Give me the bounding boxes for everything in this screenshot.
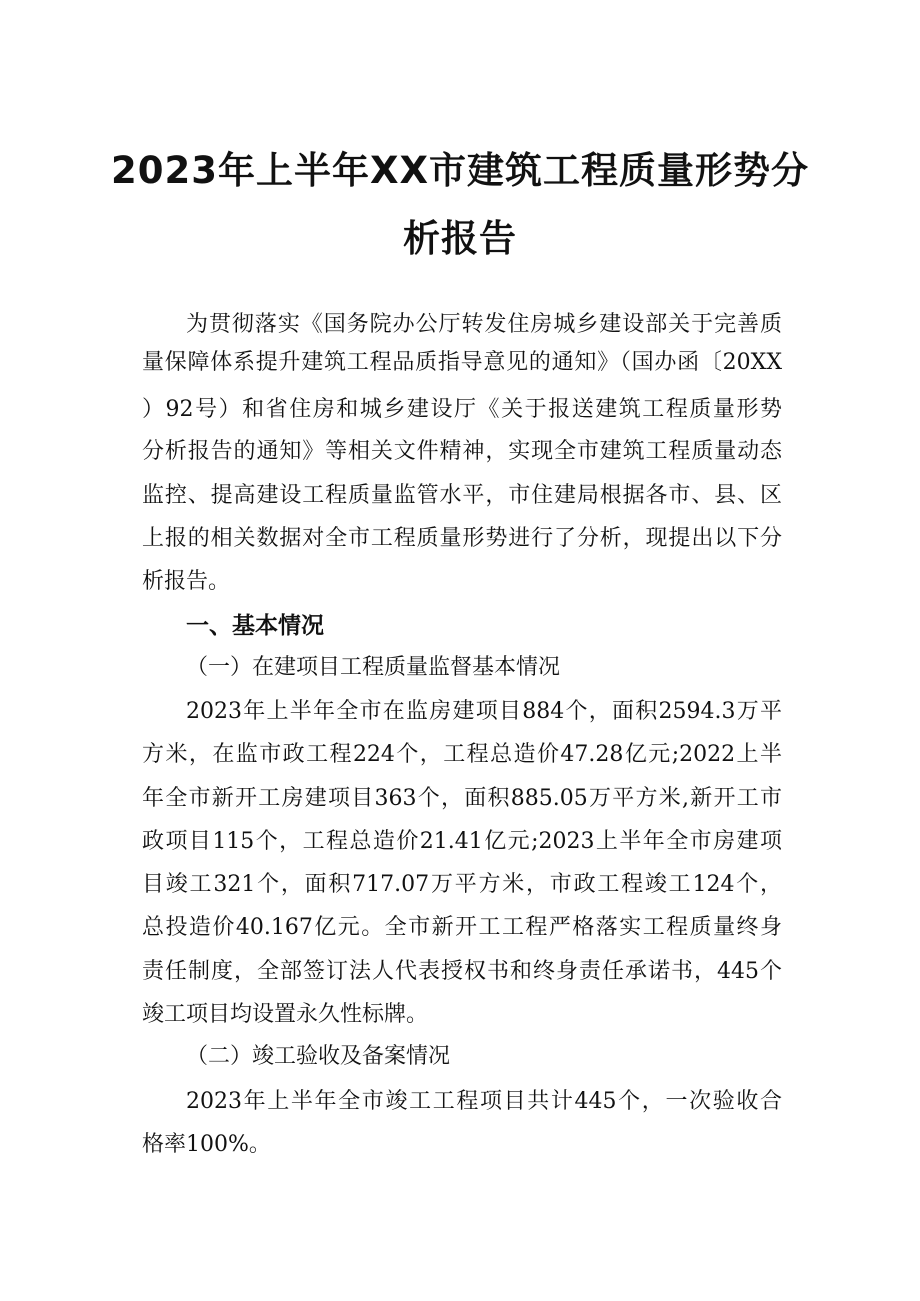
paragraph-line: 2023年上半年全市在监房建项目884个，面积2594.3万平 [186, 699, 782, 724]
paragraph-line: 监控、提高建设工程质量监管水平，市住建局根据各市、县、区 [142, 483, 782, 508]
section-heading: 一、基本情况 [186, 613, 324, 639]
paragraph-line: ）92号）和省住房和城乡建设厅《关于报送建筑工程质量形势 [142, 397, 782, 422]
paragraph-line: 分析报告的通知》等相关文件精神，实现全市建筑工程质量动态 [142, 439, 782, 464]
paragraph-line: 政项目115个，工程总造价21.41亿元;2023上半年全市房建项 [142, 829, 782, 854]
subsection-heading: （一）在建项目工程质量监督基本情况 [186, 655, 561, 680]
paragraph-line: 2023年上半年全市竣工工程项目共计445个，一次验收合 [186, 1089, 782, 1114]
paragraph-line: 格率100%。 [142, 1132, 271, 1157]
paragraph-line: 竣工项目均设置永久性标牌。 [142, 1002, 429, 1027]
paragraph-line: 总投造价40.167亿元。全市新开工工程严格落实工程质量终身 [142, 915, 782, 940]
paragraph-line: 年全市新开工房建项目363个，面积885.05万平方米,新开工市 [142, 786, 782, 811]
paragraph-line: 上报的相关数据对全市工程质量形势进行了分析，现提出以下分 [142, 526, 782, 551]
paragraph-line: 方米，在监市政工程224个，工程总造价47.28亿元;2022上半 [142, 742, 782, 767]
paragraph-line: 目竣工321个，面积717.07万平方米，市政工程竣工124个， [142, 872, 782, 897]
subsection-heading: （二）竣工验收及备案情况 [186, 1044, 451, 1069]
document-title-line-1: 2023年上半年XX市建筑工程质量形势分 [110, 149, 810, 192]
paragraph-line: 为贯彻落实《国务院办公厅转发住房城乡建设部关于完善质 [186, 312, 782, 337]
paragraph-line: 量保障体系提升建筑工程品质指导意见的通知》（国办函〔20XX [142, 350, 782, 375]
paragraph-line: 析报告。 [142, 569, 231, 594]
document-title-line-2: 析报告 [403, 217, 517, 260]
paragraph-line: 责任制度，全部签订法人代表授权书和终身责任承诺书，445个 [142, 959, 782, 984]
